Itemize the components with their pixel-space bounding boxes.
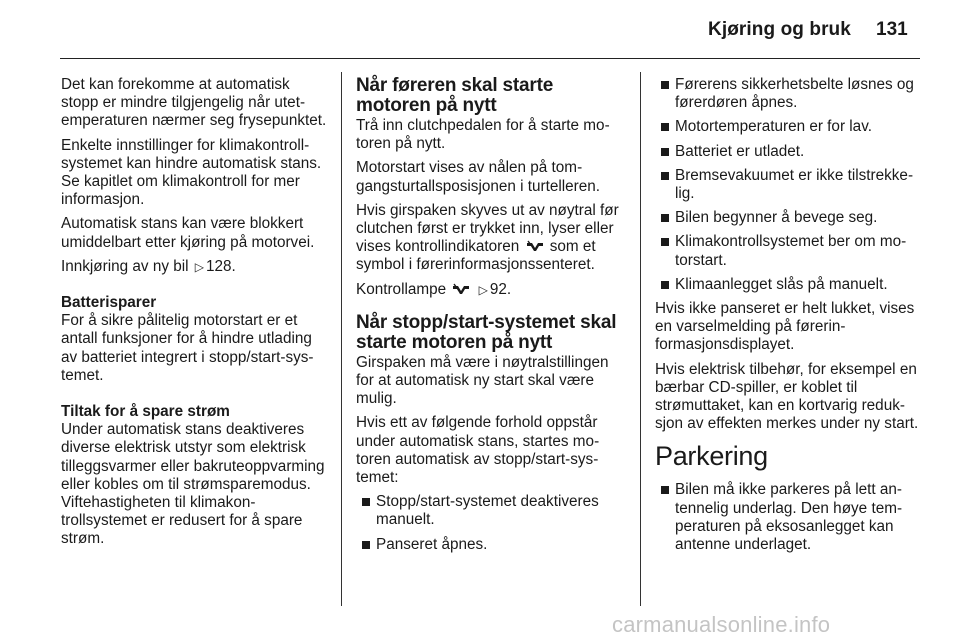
paragraph: For å sikre pålitelig motorstart er et antall funksjoner for å hindre utlading av batteriet integrert i stopp/start-systemet. — [61, 312, 314, 384]
list-item: Panseret åpnes. — [356, 536, 626, 554]
page-ref[interactable]: 92. — [489, 280, 512, 298]
list-item: Førerens sikkerhetsbelte løsnes og førerdøren åpnes. — [655, 76, 923, 112]
auto-stop-indicator-icon — [526, 240, 544, 252]
subheading: Tiltak for å spare strøm — [61, 403, 230, 421]
paragraph: Enkelte innstillinger for klimakontrollsystemet kan hindre automatisk stans. Se kapitlet om klimakontroll for mer informasjon. — [61, 136, 322, 209]
condition-list — [356, 493, 626, 554]
text: Hvis girspaken skyves ut av nøytral før clutchen først er trykket inn, lyser eller vises kontrollindikatoren — [356, 201, 619, 256]
paragraph: Trå inn clutchpedalen for å starte motoren på nytt. — [356, 117, 610, 153]
page-ref[interactable]: 128. — [206, 257, 236, 275]
ref-text: Innkjøring av ny bil — [61, 257, 189, 275]
list-item: Motortemperaturen er for lav. — [655, 118, 923, 136]
reference-arrow-icon: ▷ — [478, 282, 488, 297]
paragraph: Automatisk stans kan være blokkert umiddelbart etter kjøring på motorvei. — [61, 215, 315, 251]
list-item: Klimakontrollsystemet ber om motorstart. — [655, 233, 923, 269]
watermark: carmanualsonline.info — [612, 612, 831, 637]
paragraph-with-ref — [61, 258, 329, 276]
section-title-parking: Parkering — [655, 441, 768, 472]
list-item: Klimaanlegget slås på manuelt. — [655, 276, 923, 294]
section-heading: Når stopp/start-systemet skal starte motoren på nytt — [356, 311, 617, 353]
condition-list — [655, 76, 923, 294]
page-number: 131 — [876, 19, 908, 40]
auto-stop-indicator-icon — [452, 283, 470, 295]
parking-list — [655, 481, 923, 554]
subheading: Batterisparer — [61, 294, 157, 312]
header-divider — [60, 58, 920, 59]
section-heading: Når føreren skal starte motoren på nytt — [356, 75, 554, 116]
paragraph: Hvis elektrisk tilbehør, for eksempel en bærbar CD-spiller, er koblet til strømuttaket, kan en kortvarig reduksjon av effekten merkes under ny start. — [655, 360, 919, 433]
paragraph: Motorstart vises av nålen på tomgangsturtallsposisjonen i turtelleren. — [356, 159, 601, 195]
column-divider-1 — [341, 72, 342, 606]
list-item: Bilen begynner å bevege seg. — [655, 209, 923, 227]
column-3 — [655, 76, 923, 560]
list-item: Bremsevakuumet er ikke tilstrekkelig. — [655, 167, 923, 203]
column-1 — [61, 76, 329, 555]
column-divider-2 — [640, 72, 641, 606]
list-item: Stopp/start-systemet deaktiveres manuelt. — [356, 493, 626, 529]
list-item: Bilen må ikke parkeres på lett antennelig underlag. Den høye temperaturen på eksosanlegget kan antenne underlaget. — [655, 481, 923, 554]
page-header-title: Kjøring og bruk — [708, 19, 851, 40]
list-item: Batteriet er utladet. — [655, 143, 923, 161]
ref-text: Kontrollampe — [356, 280, 447, 298]
paragraph: Hvis ett av følgende forhold oppstår under automatisk stans, startes motoren automatisk av stopp/start-systemet: — [356, 414, 600, 487]
paragraph — [356, 202, 626, 275]
paragraph: Under automatisk stans deaktiveres diverse elektrisk utstyr som elektrisk tilleggsvarmer eller bakruteoppvarming eller kobles om til strømsparemodus. Viftehastigheten til klimakontrollsystemet er redusert for å spare strøm. — [61, 421, 325, 548]
column-2 — [356, 76, 626, 560]
text: som et symbol i førerinformasjonssenteret. — [356, 238, 596, 274]
paragraph: Hvis ikke panseret er helt lukket, vises en varselmelding på førerinformasjonsdisplayet. — [655, 300, 915, 354]
power-saving-section — [61, 403, 329, 549]
battery-saver-section — [61, 294, 329, 385]
paragraph-with-ref — [356, 281, 626, 299]
paragraph: Girspaken må være i nøytralstillingen for at automatisk ny start skal være mulig. — [356, 353, 609, 408]
reference-arrow-icon: ▷ — [194, 259, 205, 274]
paragraph: Det kan forekomme at automatisk stopp er mindre tilgjengelig når utetemperaturen nærmer seg frysepunktet. — [61, 76, 327, 130]
